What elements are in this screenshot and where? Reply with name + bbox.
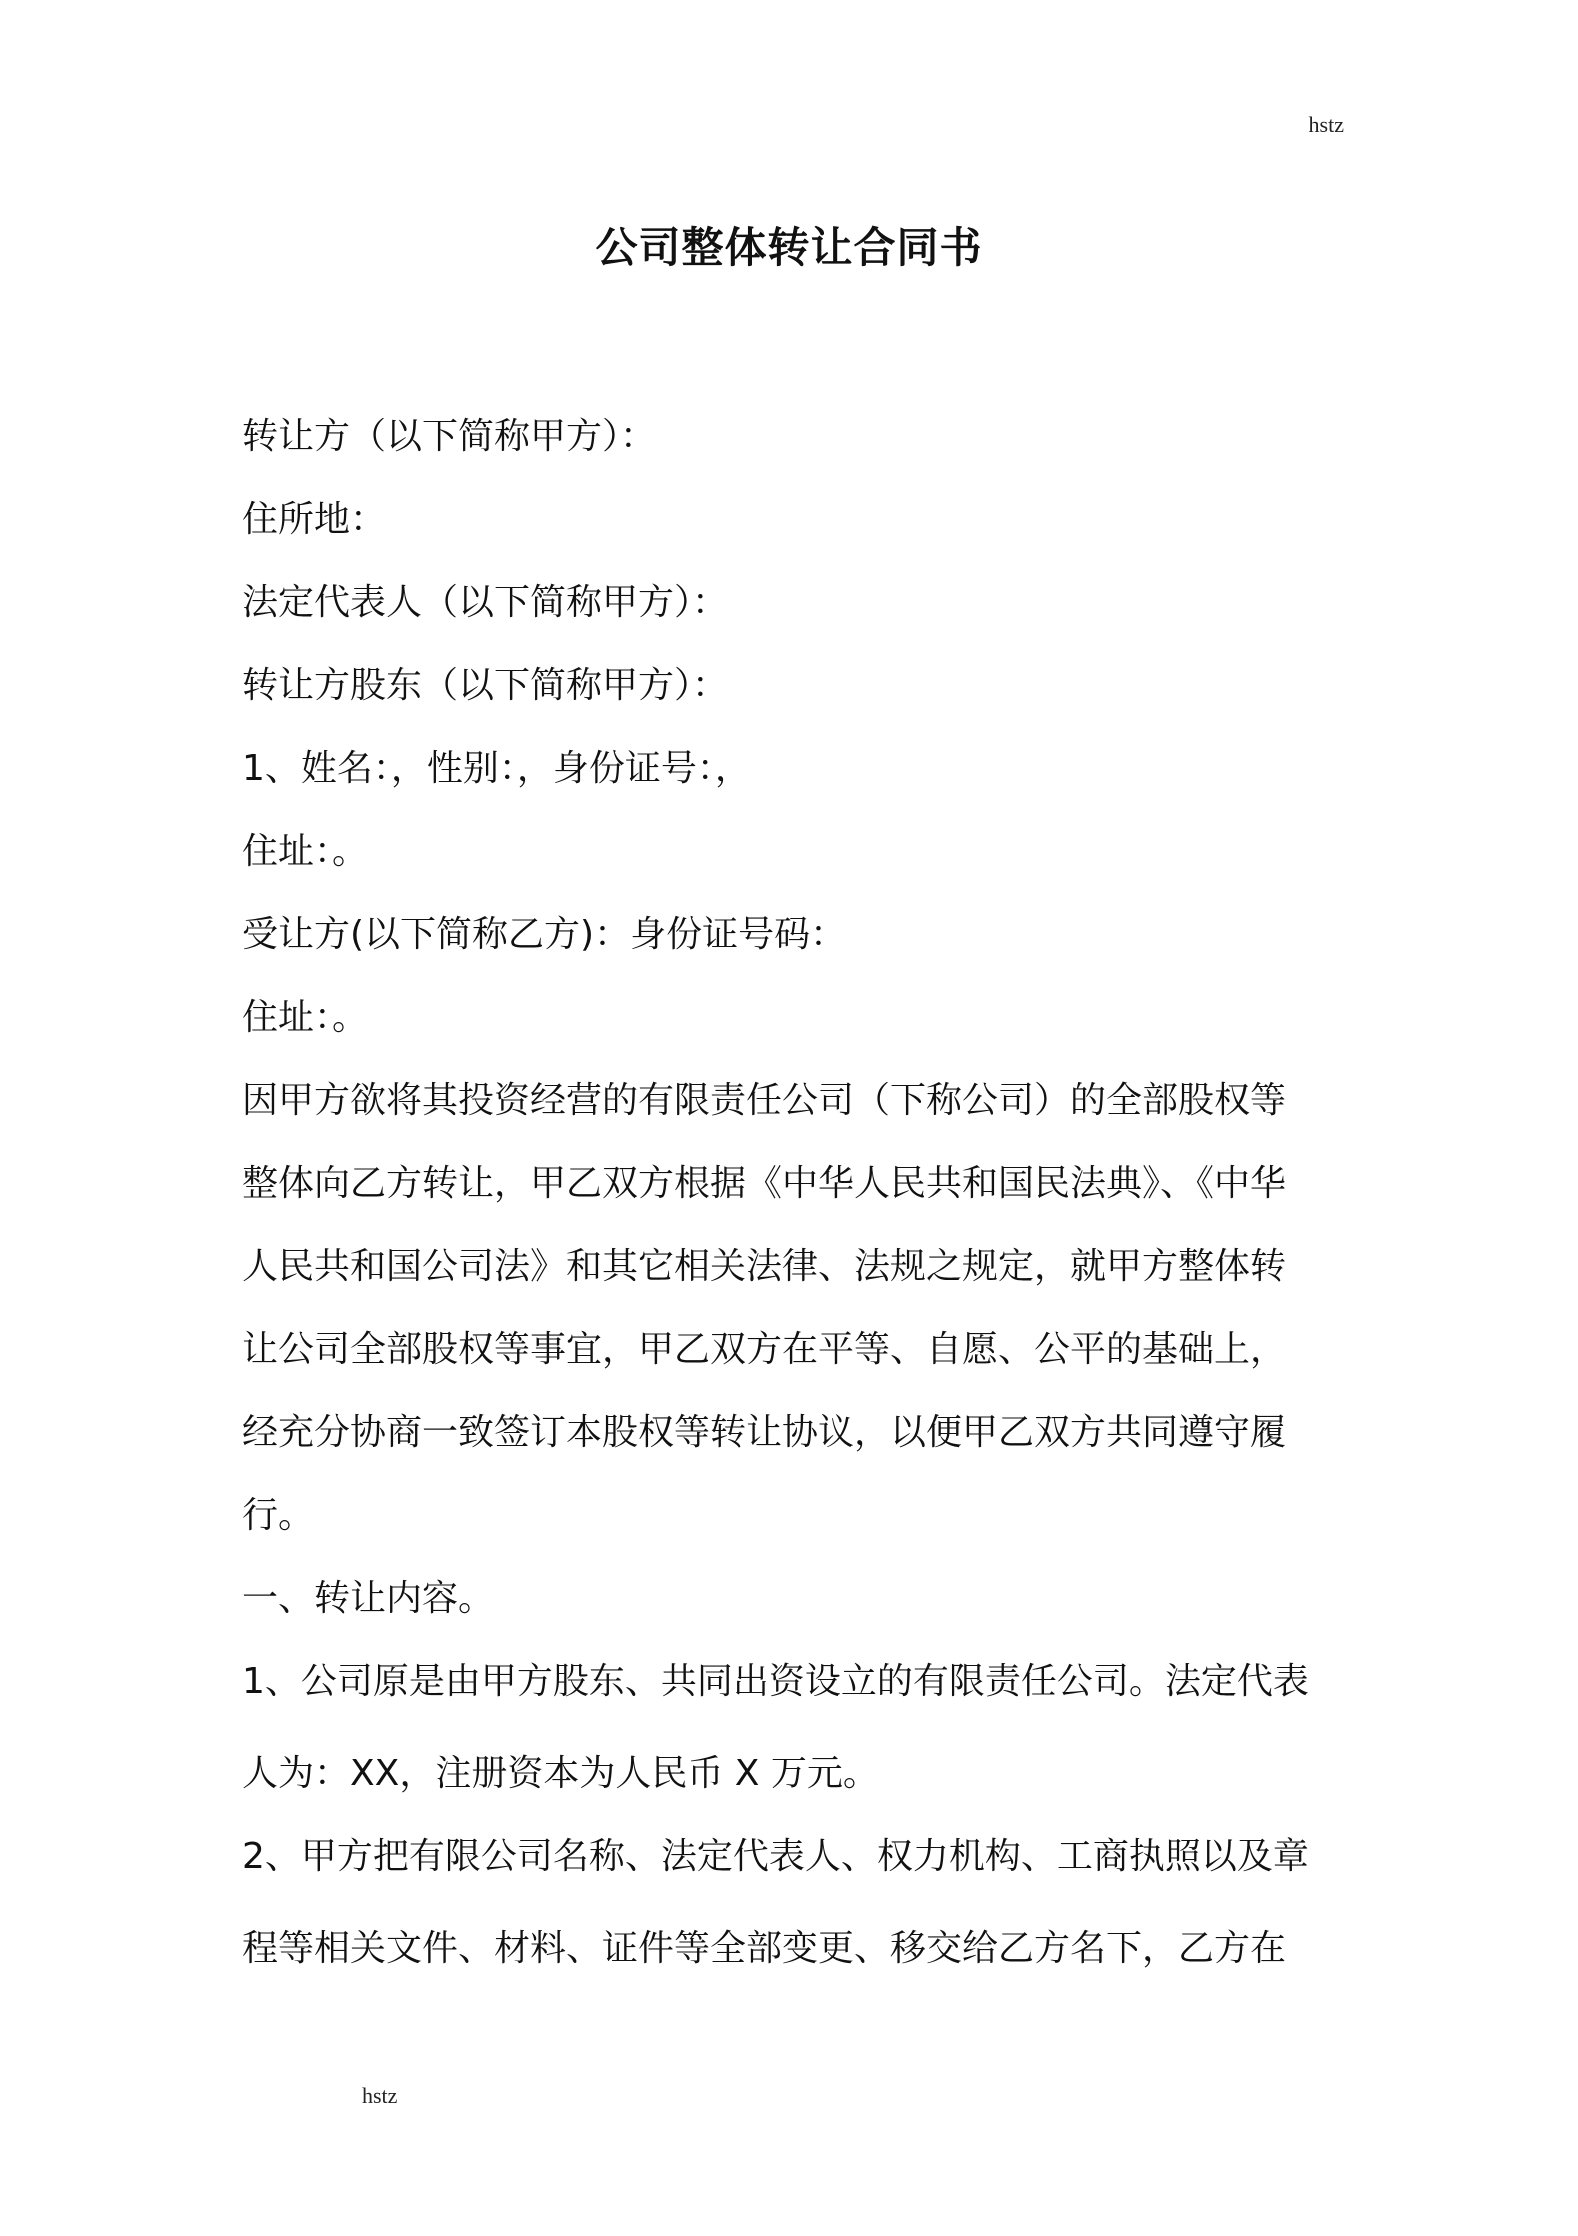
body-line: 法定代表人（以下简称甲方）： (242, 582, 729, 623)
body-line: 因甲方欲将其投资经营的有限责任公司（下称公司）的全部股权等 (242, 1080, 1287, 1121)
body-line: 行。 (242, 1495, 315, 1536)
body-line: 受让方(以下简称乙方)：身份证号码： (242, 914, 847, 955)
body-line: 人民共和国公司法》和其它相关法律、法规之规定，就甲方整体转 (242, 1246, 1287, 1287)
page-footer-mark: hstz (362, 2083, 398, 2108)
section-heading: 一、转让内容。 (242, 1578, 495, 1619)
body-line: 让公司全部股权等事宜，甲乙双方在平等、自愿、公平的基础上， (242, 1329, 1287, 1370)
body-line: 住址：。 (242, 831, 369, 872)
body-line: 整体向乙方转让，甲乙双方根据《中华人民共和国民法典》、《中华 (242, 1163, 1287, 1204)
body-line: 转让方股东（以下简称甲方）： (242, 665, 729, 706)
body-line: 1、姓名：，性别：，身份证号：， (242, 748, 751, 789)
body-line: 1、公司原是由甲方股东、共同出资设立的有限责任公司。法定代表 (242, 1661, 1309, 1702)
page-header-mark: hstz (1308, 112, 1344, 137)
body-line: 转让方（以下简称甲方）： (242, 416, 657, 457)
body-line: 经充分协商一致签订本股权等转让协议，以便甲乙双方共同遵守履 (242, 1412, 1287, 1453)
document-body (242, 402, 1352, 1997)
body-line: 住址：。 (242, 997, 369, 1038)
document-title: 公司整体转让合同书 (595, 223, 983, 272)
body-line: 程等相关文件、材料、证件等全部变更、移交给乙方名下，乙方在 (242, 1928, 1287, 1969)
body-line: 人为：XX，注册资本为人民币 X 万元。 (242, 1753, 879, 1794)
body-line: 住所地： (242, 499, 387, 540)
body-line: 2、甲方把有限公司名称、法定代表人、权力机构、工商执照以及章 (242, 1836, 1309, 1877)
